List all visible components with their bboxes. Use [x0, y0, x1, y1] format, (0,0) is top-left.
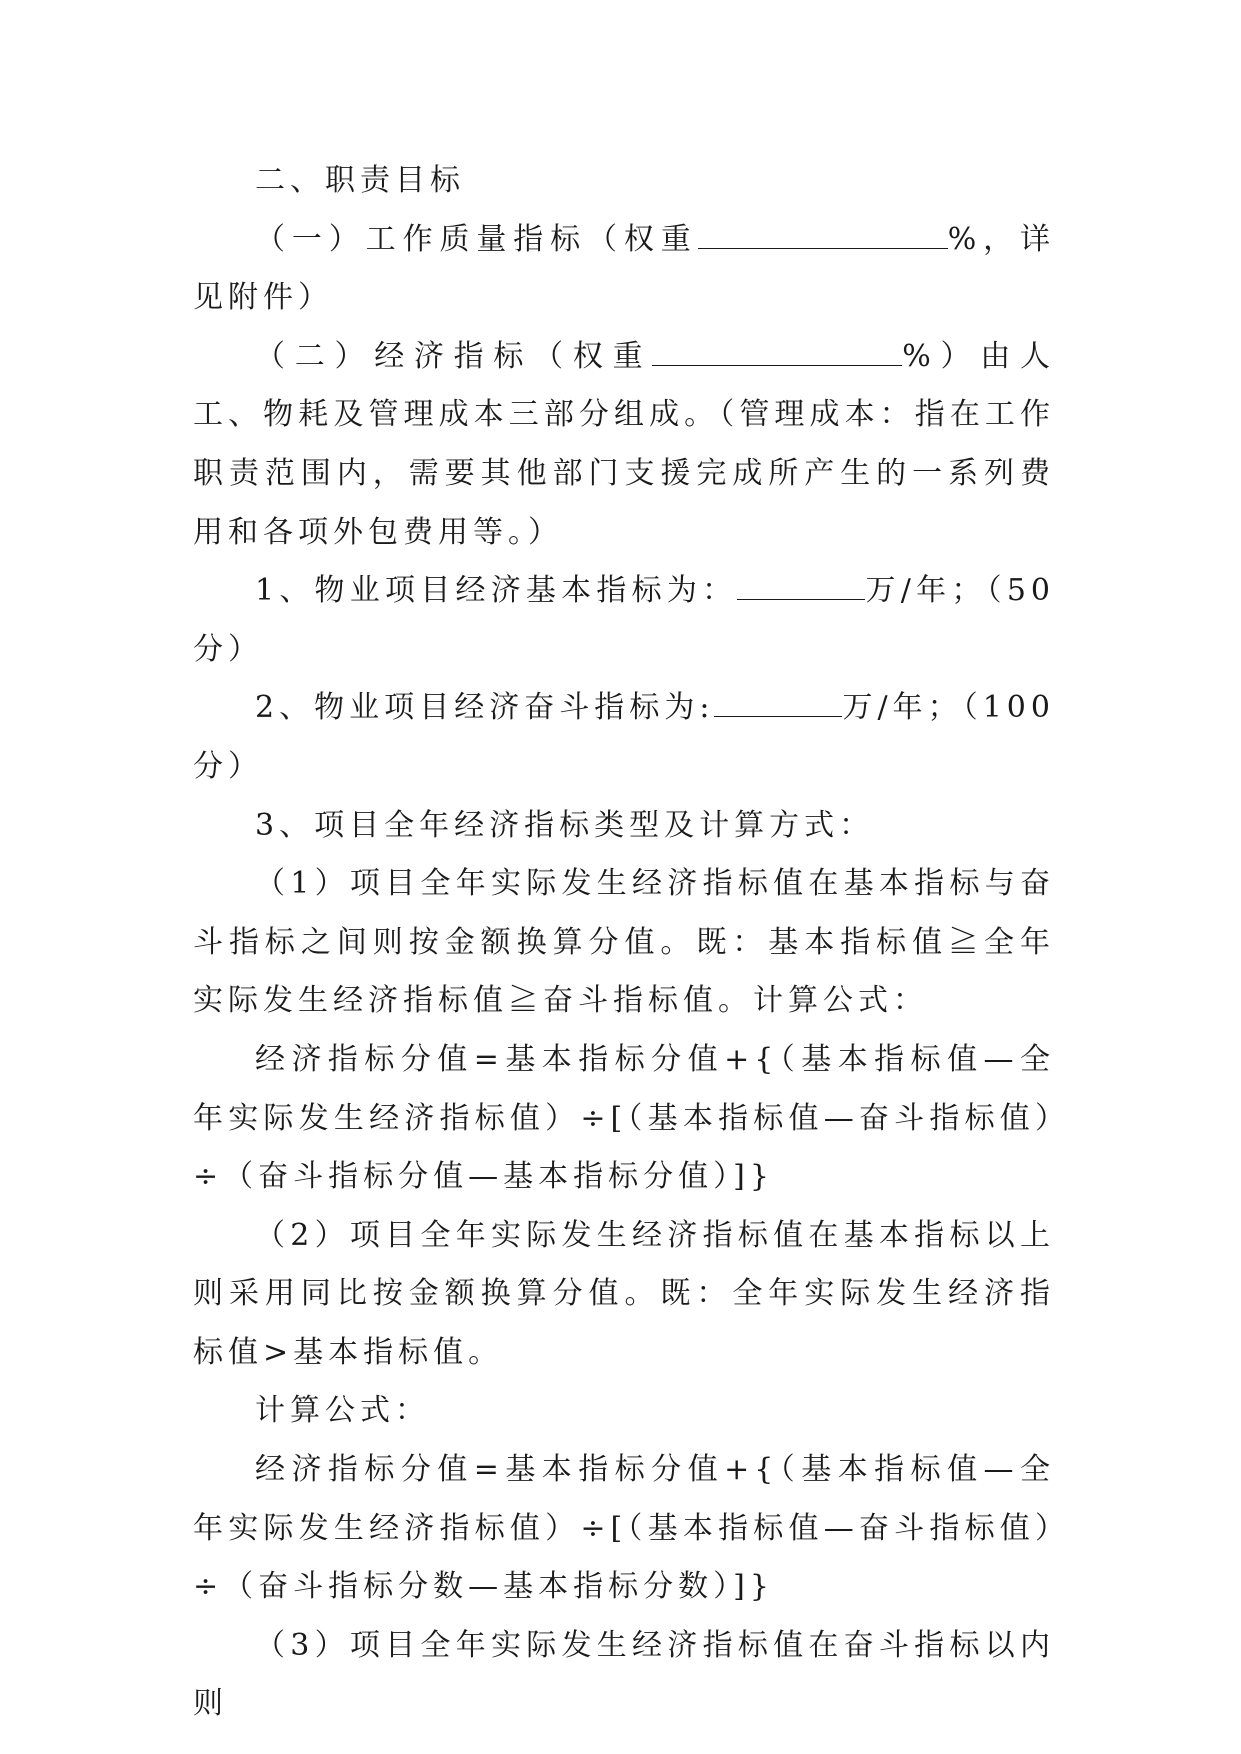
basic-indicator-suffix: 万/年；（50分）	[193, 573, 1055, 667]
indicator-type-line: 3、项目全年经济指标类型及计算方式：	[255, 807, 875, 843]
case-3-paragraph: （3）项目全年实际发生经济指标值在奋斗指标以内则	[193, 1627, 1055, 1722]
document-body	[193, 152, 1055, 1734]
economic-indicator-suffix: %）由人工、物耗及管理成本三部分组成。（管理成本：指在工作职责范围内，需要其他部门支援完成所产生的一系列费用和各项外包费用等。）	[193, 338, 1055, 550]
strive-indicator-suffix: 万/年；（100分）	[193, 690, 1055, 784]
economic-indicator-paragraph	[193, 328, 1055, 562]
strive-indicator-blank	[714, 694, 842, 717]
case-2-paragraph: （2）项目全年实际发生经济指标值在基本指标以上则采用同比按金额换算分值。既：全年实际发生经济指标值>基本指标值。	[193, 1217, 1055, 1370]
quality-weight-blank	[698, 226, 948, 249]
economic-indicator-prefix: （二）经济指标（权重	[255, 338, 653, 374]
formula-1-paragraph: 经济指标分值=基本指标分值+{（基本指标值—全年实际发生经济指标值）÷[（基本指标值—奋斗指标值）÷（奋斗指标分值—基本指标分值）]}	[193, 1041, 1055, 1195]
section-heading: 二、职责目标	[255, 163, 465, 198]
strive-indicator-line	[193, 679, 1055, 796]
economic-weight-blank	[652, 343, 902, 366]
formula-label: 计算公式：	[255, 1393, 430, 1429]
quality-indicator-suffix: %，详见附件）	[193, 221, 1055, 316]
strive-indicator-prefix: 2、物业项目经济奋斗指标为:	[255, 690, 715, 726]
quality-indicator-paragraph	[193, 211, 1055, 328]
case-1-paragraph: （1）项目全年实际发生经济指标值在基本指标与奋斗指标之间则按金额换算分值。既：基本指标值≧全年实际发生经济指标值≧奋斗指标值。计算公式：	[193, 866, 1055, 1019]
basic-indicator-prefix: 1、物业项目经济基本指标为：	[255, 573, 738, 609]
basic-indicator-blank	[737, 577, 865, 600]
formula-2-paragraph: 经济指标分值=基本指标分值+{（基本指标值—全年实际发生经济指标值）÷[（基本指标值—奋斗指标值）÷（奋斗指标分数—基本指标分数）]}	[193, 1452, 1055, 1605]
basic-indicator-line	[193, 562, 1055, 679]
quality-indicator-prefix: （一）工作质量指标（权重	[255, 221, 698, 257]
